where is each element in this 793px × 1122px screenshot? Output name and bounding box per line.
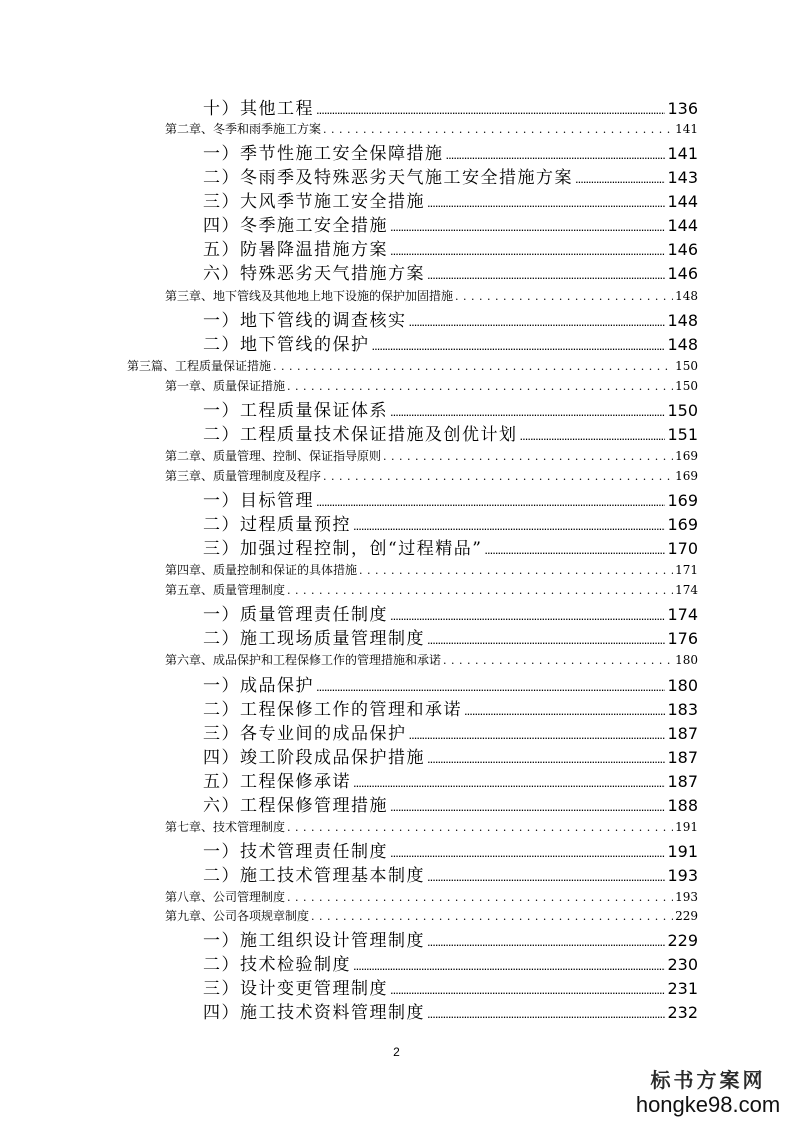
toc-chapter-entry[interactable] bbox=[165, 651, 698, 671]
toc-entry-page: 148 bbox=[675, 289, 698, 303]
toc-entry-page: 169 bbox=[667, 491, 698, 510]
toc-chapter-entry[interactable] bbox=[165, 447, 698, 467]
toc-chapter-entry[interactable] bbox=[165, 287, 698, 307]
toc-section-entry[interactable] bbox=[203, 600, 698, 624]
watermark-chinese: 标书方案网 bbox=[650, 1068, 766, 1092]
toc-entry-page: 146 bbox=[667, 240, 698, 259]
toc-entry-page: 174 bbox=[667, 605, 698, 624]
toc-section-entry[interactable] bbox=[203, 187, 698, 211]
toc-entry-page: 188 bbox=[667, 796, 698, 815]
toc-entry-title: 一）季节性施工安全保障措施 bbox=[203, 144, 444, 164]
toc-entry-page: 231 bbox=[667, 979, 698, 998]
toc-entry-page: 180 bbox=[667, 676, 698, 695]
toc-section-entry[interactable] bbox=[203, 767, 698, 791]
toc-entry-page: 136 bbox=[667, 99, 698, 118]
toc-entry-title: 二）施工技术管理基本制度 bbox=[203, 866, 425, 886]
toc-entry-title: 四）施工技术资料管理制度 bbox=[203, 1003, 425, 1023]
toc-entry-title: 五）防暑降温措施方案 bbox=[203, 240, 388, 260]
toc-entry-page: 143 bbox=[667, 168, 698, 187]
toc-section-entry[interactable] bbox=[203, 926, 698, 950]
toc-entry-page: 144 bbox=[667, 216, 698, 235]
toc-entry-title: 第三章、地下管线及其他地上地下设施的保护加固措施 bbox=[165, 289, 454, 303]
toc-section-entry[interactable] bbox=[203, 259, 698, 283]
toc-entry-title: 三）设计变更管理制度 bbox=[203, 979, 388, 999]
toc-section-entry[interactable] bbox=[203, 950, 698, 974]
toc-leader-dots bbox=[427, 934, 665, 949]
toc-section-entry[interactable] bbox=[203, 486, 698, 510]
toc-entry-page: 169 bbox=[675, 469, 698, 483]
toc-section-entry[interactable] bbox=[203, 624, 698, 648]
toc-entry-page: 141 bbox=[675, 122, 698, 136]
toc-leader-dots bbox=[446, 147, 666, 162]
toc-entry-title: 一）地下管线的调查核实 bbox=[203, 311, 407, 331]
toc-leader-dots bbox=[287, 821, 673, 834]
toc-section-entry[interactable] bbox=[203, 163, 698, 187]
toc-entry-title: 一）目标管理 bbox=[203, 491, 314, 511]
toc-entry-title: 第二章、冬季和雨季施工方案 bbox=[165, 122, 322, 136]
toc-entry-title: 第三章、质量管理制度及程序 bbox=[165, 469, 322, 483]
toc-entry-page: 187 bbox=[667, 772, 698, 791]
toc-section-entry[interactable] bbox=[203, 974, 698, 998]
toc-section-entry[interactable] bbox=[203, 139, 698, 163]
toc-chapter-entry[interactable] bbox=[165, 888, 698, 908]
toc-leader-dots bbox=[390, 845, 665, 860]
toc-entry-title: 二）地下管线的保护 bbox=[203, 335, 370, 355]
toc-entry-page: 229 bbox=[675, 909, 698, 923]
watermark-logo bbox=[633, 1068, 783, 1118]
page-number: 2 bbox=[393, 1045, 400, 1059]
toc-chapter-entry[interactable] bbox=[165, 907, 698, 927]
toc-chapter-entry[interactable] bbox=[165, 581, 698, 601]
toc-entry-page: 148 bbox=[667, 311, 698, 330]
toc-leader-dots bbox=[390, 982, 665, 997]
toc-leader-dots bbox=[390, 799, 665, 814]
toc-leader-dots bbox=[287, 584, 673, 597]
toc-entry-page: 176 bbox=[667, 629, 698, 648]
toc-section-entry[interactable] bbox=[203, 510, 698, 534]
toc-entry-page: 193 bbox=[675, 890, 698, 904]
toc-section-entry[interactable] bbox=[203, 306, 698, 330]
toc-leader-dots bbox=[575, 171, 665, 186]
toc-leader-dots bbox=[390, 243, 665, 258]
toc-entry-page: 229 bbox=[667, 931, 698, 950]
toc-entry-title: 二）施工现场质量管理制度 bbox=[203, 629, 425, 649]
toc-entry-page: 150 bbox=[675, 379, 698, 393]
toc-entry-page: 141 bbox=[667, 144, 698, 163]
toc-section-entry[interactable] bbox=[203, 861, 698, 885]
toc-leader-dots bbox=[323, 470, 673, 483]
toc-leader-dots bbox=[427, 1006, 665, 1021]
toc-entry-page: 183 bbox=[667, 700, 698, 719]
toc-section-entry[interactable] bbox=[203, 396, 698, 420]
toc-entry-title: 一）质量管理责任制度 bbox=[203, 605, 388, 625]
toc-leader-dots bbox=[390, 219, 665, 234]
toc-entry-page: 230 bbox=[667, 955, 698, 974]
toc-section-entry[interactable] bbox=[203, 671, 698, 695]
toc-entry-page: 150 bbox=[667, 401, 698, 420]
toc-entry-page: 169 bbox=[675, 449, 698, 463]
toc-entry-title: 第四章、质量控制和保证的具体措施 bbox=[165, 563, 358, 577]
toc-entry-page: 232 bbox=[667, 1003, 698, 1022]
toc-entry-title: 三）各专业间的成品保护 bbox=[203, 724, 407, 744]
toc-section-entry[interactable] bbox=[203, 743, 698, 767]
toc-leader-dots bbox=[316, 494, 665, 509]
toc-entry-title: 第八章、公司管理制度 bbox=[165, 890, 286, 904]
toc-section-entry[interactable] bbox=[203, 211, 698, 235]
toc-entry-title: 五）工程保修承诺 bbox=[203, 772, 351, 792]
toc-leader-dots bbox=[427, 195, 665, 210]
toc-leader-dots bbox=[443, 654, 673, 667]
toc-entry-title: 四）冬季施工安全措施 bbox=[203, 216, 388, 236]
toc-entry-title: 六）工程保修管理措施 bbox=[203, 796, 388, 816]
toc-entry-page: 144 bbox=[667, 192, 698, 211]
toc-entry-title: 第一章、质量保证措施 bbox=[165, 379, 286, 393]
toc-leader-dots bbox=[372, 338, 666, 353]
toc-leader-dots bbox=[390, 608, 665, 623]
toc-entry-page: 151 bbox=[667, 425, 698, 444]
toc-leader-dots bbox=[353, 518, 665, 533]
toc-leader-dots bbox=[383, 450, 673, 463]
toc-leader-dots bbox=[353, 775, 665, 790]
toc-entry-title: 二）冬雨季及特殊恶劣天气施工安全措施方案 bbox=[203, 168, 573, 188]
toc-entry-title: 第七章、技术管理制度 bbox=[165, 820, 286, 834]
toc-entry-title: 第六章、成品保护和工程保修工作的管理措施和承诺 bbox=[165, 653, 442, 667]
toc-section-entry[interactable] bbox=[203, 837, 698, 861]
toc-entry-title: 一）工程质量保证体系 bbox=[203, 401, 388, 421]
toc-chapter-entry[interactable] bbox=[165, 561, 698, 581]
toc-entry-title: 二）工程保修工作的管理和承诺 bbox=[203, 700, 462, 720]
toc-entry-title: 二）技术检验制度 bbox=[203, 955, 351, 975]
toc-leader-dots bbox=[311, 910, 673, 923]
toc-entry-page: 191 bbox=[675, 820, 698, 834]
toc-entry-page: 180 bbox=[675, 653, 698, 667]
toc-chapter-entry[interactable] bbox=[165, 818, 698, 838]
toc-entry-title: 二）工程质量技术保证措施及创优计划 bbox=[203, 425, 518, 445]
toc-entry-page: 193 bbox=[667, 866, 698, 885]
toc-leader-dots bbox=[359, 564, 673, 577]
toc-section-entry[interactable] bbox=[203, 695, 698, 719]
toc-chapter-entry[interactable] bbox=[165, 377, 698, 397]
toc-leader-dots bbox=[316, 679, 665, 694]
toc-leader-dots bbox=[323, 123, 673, 136]
toc-section-entry[interactable] bbox=[203, 94, 698, 118]
toc-entry-title: 一）施工组织设计管理制度 bbox=[203, 931, 425, 951]
toc-entry-title: 一）技术管理责任制度 bbox=[203, 842, 388, 862]
toc-entry-page: 150 bbox=[675, 359, 698, 373]
toc-chapter-entry[interactable] bbox=[165, 120, 698, 140]
toc-entry-title: 第三篇、工程质量保证措施 bbox=[127, 359, 272, 373]
toc-entry-title: 一）成品保护 bbox=[203, 676, 314, 696]
toc-leader-dots bbox=[353, 958, 665, 973]
toc-section-entry[interactable] bbox=[203, 998, 698, 1022]
toc-entry-title: 第二章、质量管理、控制、保证指导原则 bbox=[165, 449, 382, 463]
toc-chapter-entry[interactable] bbox=[165, 467, 698, 487]
toc-leader-dots bbox=[390, 404, 665, 419]
toc-entry-title: 三）大风季节施工安全措施 bbox=[203, 192, 425, 212]
toc-leader-dots bbox=[484, 542, 665, 557]
toc-leader-dots bbox=[427, 632, 665, 647]
toc-leader-dots bbox=[455, 290, 673, 303]
toc-entry-page: 148 bbox=[667, 335, 698, 354]
toc-entry-page: 191 bbox=[667, 842, 698, 861]
toc-entry-title: 六）特殊恶劣天气措施方案 bbox=[203, 264, 425, 284]
toc-entry-page: 169 bbox=[667, 515, 698, 534]
watermark-url: hongke98.com bbox=[635, 1092, 781, 1117]
toc-entry-page: 187 bbox=[667, 724, 698, 743]
toc-entry-page: 187 bbox=[667, 748, 698, 767]
toc-entry-title: 第五章、质量管理制度 bbox=[165, 583, 286, 597]
toc-entry-page: 170 bbox=[667, 539, 698, 558]
toc-entry-title: 四）竣工阶段成品保护措施 bbox=[203, 748, 425, 768]
toc-leader-dots bbox=[520, 428, 666, 443]
toc-entry-page: 174 bbox=[675, 583, 698, 597]
toc-section-entry[interactable] bbox=[203, 719, 698, 743]
toc-section-entry[interactable] bbox=[203, 330, 698, 354]
toc-part-entry[interactable] bbox=[127, 357, 698, 377]
toc-entry-title: 十）其他工程 bbox=[203, 99, 314, 119]
toc-leader-dots bbox=[427, 751, 665, 766]
toc-leader-dots bbox=[316, 102, 665, 117]
toc-leader-dots bbox=[427, 267, 665, 282]
toc-section-entry[interactable] bbox=[203, 235, 698, 259]
toc-leader-dots bbox=[409, 314, 666, 329]
toc-leader-dots bbox=[464, 703, 665, 718]
toc-leader-dots bbox=[273, 360, 673, 373]
toc-entry-page: 146 bbox=[667, 264, 698, 283]
toc-section-entry[interactable] bbox=[203, 791, 698, 815]
toc-leader-dots bbox=[427, 869, 665, 884]
toc-section-entry[interactable] bbox=[203, 420, 698, 444]
toc-leader-dots bbox=[287, 380, 673, 393]
toc-leader-dots bbox=[287, 891, 673, 904]
toc-entry-title: 第九章、公司各项规章制度 bbox=[165, 909, 310, 923]
toc-entry-title: 三）加强过程控制，创“过程精品” bbox=[203, 539, 483, 559]
toc-entry-title: 二）过程质量预控 bbox=[203, 515, 351, 535]
toc-leader-dots bbox=[409, 727, 666, 742]
toc-section-entry[interactable] bbox=[203, 534, 698, 558]
toc-entry-page: 171 bbox=[675, 563, 698, 577]
